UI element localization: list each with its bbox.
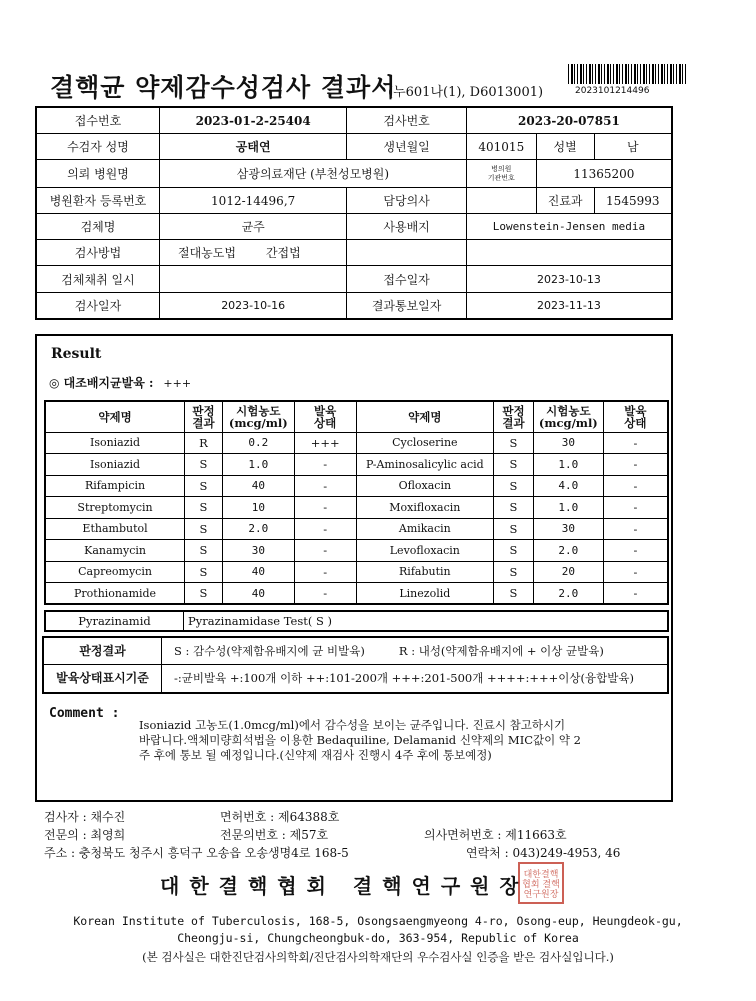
drug-name: Levofloxacin xyxy=(356,540,494,562)
doctor xyxy=(466,188,536,214)
judgment: S xyxy=(185,518,223,540)
judgment: S xyxy=(494,497,534,519)
concentration: 2.0 xyxy=(222,518,294,540)
comment-label: Comment : xyxy=(49,706,120,721)
pza-name: Pyrazinamid xyxy=(46,612,184,630)
judgment: S xyxy=(494,540,534,562)
susceptibility-table xyxy=(44,400,669,605)
method: 절대농도법 간접법 xyxy=(159,240,346,266)
judgment: R xyxy=(185,432,223,454)
table-row xyxy=(45,518,668,540)
sex: 남 xyxy=(594,134,672,160)
growth-status: - xyxy=(603,583,668,605)
growth-status: - xyxy=(603,518,668,540)
growth-status: - xyxy=(603,454,668,476)
col-growth: 발육 상태 xyxy=(294,401,356,432)
official-seal: 대한결핵협회 결핵연구원장 xyxy=(518,862,564,904)
collect-date-label: 검체채취 일시 xyxy=(36,266,159,292)
table-row xyxy=(45,540,668,562)
notify-date-label: 결과통보일자 xyxy=(347,292,467,319)
table-row xyxy=(45,561,668,583)
col-growth-2: 발육 상태 xyxy=(603,401,668,432)
judgment: S xyxy=(494,454,534,476)
hospital: 삼광의료재단 (부천성모병원) xyxy=(159,160,466,188)
receive-date: 2023-10-13 xyxy=(466,266,672,292)
drug-name: Prothionamide xyxy=(45,583,185,605)
growth-status: - xyxy=(294,497,356,519)
drug-name: Cycloserine xyxy=(356,432,494,454)
inst-code: 11365200 xyxy=(536,160,672,188)
concentration: 30 xyxy=(533,432,603,454)
legend-judgment-label: 판정결과 xyxy=(44,638,162,664)
growth-status: - xyxy=(294,454,356,476)
contact: 연락처 : 043)249-4953, 46 xyxy=(466,846,621,860)
concentration: 2.0 xyxy=(533,540,603,562)
reg-no: 1012-14496,7 xyxy=(159,188,346,214)
english-address-1: Korean Institute of Tuberculosis, 168-5, Osongsaengmyeong 4-ro, Osong-eup, Heungdeok-gu, xyxy=(73,914,683,928)
drug-name: Ofloxacin xyxy=(356,475,494,497)
pza-test: Pyrazinamidase Test( S ) xyxy=(188,614,333,628)
examiner-license: 면허번호 : 제64388호 xyxy=(220,810,340,824)
growth-status: - xyxy=(294,561,356,583)
table-row xyxy=(45,475,668,497)
drug-name: Capreomycin xyxy=(45,561,185,583)
growth-status: - xyxy=(603,497,668,519)
concentration: 30 xyxy=(533,518,603,540)
concentration: 4.0 xyxy=(533,475,603,497)
concentration: 1.0 xyxy=(533,497,603,519)
col-drug: 약제명 xyxy=(45,401,185,432)
collect-date xyxy=(159,266,346,292)
legend-judgment-text: S : 감수성(약제함유배지에 균 비발육) R : 내성(약제함유배지에 + 이상 균발육) xyxy=(174,644,604,658)
concentration: 40 xyxy=(222,561,294,583)
legend-growth-text: -:균비발육 +:100개 이하 ++:101-200개 +++:201-500개 ++++:+++이상(융합발육) xyxy=(174,671,634,685)
growth-status: +++ xyxy=(294,432,356,454)
english-address-2: Cheongju-si, Chungcheongbuk-do, 363-954, Republic of Korea xyxy=(177,931,579,945)
dob-label: 생년월일 xyxy=(347,134,467,160)
specimen-label: 검체명 xyxy=(36,214,159,240)
drug-name: Amikacin xyxy=(356,518,494,540)
concentration: 40 xyxy=(222,583,294,605)
patient-name-label: 수검자 성명 xyxy=(36,134,159,160)
growth-status: - xyxy=(294,518,356,540)
doctor-license: 의사면허번호 : 제11663호 xyxy=(424,828,567,842)
specimen: 균주 xyxy=(159,214,346,240)
judgment: S xyxy=(494,475,534,497)
growth-status: - xyxy=(603,432,668,454)
concentration: 1.0 xyxy=(533,454,603,476)
specialist: 전문의 : 최영희 xyxy=(44,828,126,842)
col-drug-2: 약제명 xyxy=(356,401,494,432)
method-label: 검사방법 xyxy=(36,240,159,266)
growth-status: - xyxy=(603,540,668,562)
barcode xyxy=(568,64,688,84)
drug-name: Isoniazid xyxy=(45,432,185,454)
result-title: Result xyxy=(51,346,102,362)
judgment: S xyxy=(494,518,534,540)
concentration: 0.2 xyxy=(222,432,294,454)
col-conc: 시험농도 (mcg/ml) xyxy=(222,401,294,432)
patient-info-table xyxy=(35,106,673,320)
table-row xyxy=(45,583,668,605)
judgment: S xyxy=(185,583,223,605)
barcode-number: 2023101214496 xyxy=(575,86,650,96)
receipt-no: 2023-01-2-25404 xyxy=(159,107,346,134)
dob: 401015 xyxy=(466,134,536,160)
col-judgment-2: 판정 결과 xyxy=(494,401,534,432)
judgment: S xyxy=(185,561,223,583)
test-date-label: 검사일자 xyxy=(36,292,159,319)
dept: 1545993 xyxy=(594,188,672,214)
judgment: S xyxy=(494,432,534,454)
test-date: 2023-10-16 xyxy=(159,292,346,319)
medium-label: 사용배지 xyxy=(347,214,467,240)
test-no-label: 검사번호 xyxy=(347,107,467,134)
legend-growth-label: 발육상태표시기준 xyxy=(44,665,162,692)
comment-text: Isoniazid 고농도(1.0mcg/ml)에서 감수성을 보이는 균주입니다. 진료시 참고하시기 바랍니다.액체미량희석법을 이용한 Bedaquiline, Delamanid 신약제의 MIC값이 약 2 주 후에 통보 될 예정입니다.(신약제 재검사 진행시 4주 후에 통보예정) xyxy=(139,718,581,762)
judgment: S xyxy=(185,454,223,476)
growth-status: - xyxy=(603,475,668,497)
concentration: 2.0 xyxy=(533,583,603,605)
table-row xyxy=(45,497,668,519)
page-title: 결핵균 약제감수성검사 결과서 xyxy=(50,73,397,102)
concentration: 10 xyxy=(222,497,294,519)
medium: Lowenstein-Jensen media xyxy=(466,214,672,240)
judgment: S xyxy=(185,540,223,562)
receipt-no-label: 접수번호 xyxy=(36,107,159,134)
dept-label: 진료과 xyxy=(536,188,594,214)
drug-name: P-Aminosalicylic acid xyxy=(356,454,494,476)
growth-status: - xyxy=(294,540,356,562)
form-code: (누601나(1), D6013001) xyxy=(388,85,544,100)
col-conc-2: 시험농도 (mcg/ml) xyxy=(533,401,603,432)
hospital-label: 의뢰 병원명 xyxy=(36,160,159,188)
examiner: 검사자 : 채수진 xyxy=(44,810,126,824)
concentration: 20 xyxy=(533,561,603,583)
growth-status: - xyxy=(294,475,356,497)
judgment: S xyxy=(494,583,534,605)
sex-label: 성별 xyxy=(536,134,594,160)
drug-name: Rifampicin xyxy=(45,475,185,497)
drug-name: Kanamycin xyxy=(45,540,185,562)
judgment: S xyxy=(185,497,223,519)
concentration: 40 xyxy=(222,475,294,497)
address: 주소 : 충청북도 청주시 흥덕구 오송읍 오송생명4로 168-5 xyxy=(44,846,349,860)
concentration: 1.0 xyxy=(222,454,294,476)
certification-note: (본 검사실은 대한진단검사의학회/진단검사의학재단의 우수검사실 인증을 받은 검사실입니다.) xyxy=(142,950,614,964)
result-section xyxy=(35,334,673,802)
col-judgment: 판정 결과 xyxy=(185,401,223,432)
test-no: 2023-20-07851 xyxy=(466,107,672,134)
reg-no-label: 병원환자 등록번호 xyxy=(36,188,159,214)
judgment: S xyxy=(494,561,534,583)
drug-name: Linezolid xyxy=(356,583,494,605)
specialist-no: 전문의번호 : 제57호 xyxy=(220,828,329,842)
patient-name: 공태연 xyxy=(159,134,346,160)
inst-code-label: 병의원 기관번호 xyxy=(466,160,536,188)
judgment: S xyxy=(185,475,223,497)
control-growth: ◎ 대조배지균발육 : +++ xyxy=(49,376,192,390)
concentration: 30 xyxy=(222,540,294,562)
legend-box xyxy=(42,636,669,694)
drug-name: Streptomycin xyxy=(45,497,185,519)
table-row xyxy=(45,454,668,476)
receive-date-label: 접수일자 xyxy=(347,266,467,292)
pyrazinamide-row xyxy=(44,610,669,632)
drug-name: Isoniazid xyxy=(45,454,185,476)
notify-date: 2023-11-13 xyxy=(466,292,672,319)
doctor-label: 담당의사 xyxy=(347,188,467,214)
growth-status: - xyxy=(294,583,356,605)
drug-name: Rifabutin xyxy=(356,561,494,583)
org-name: 대한결핵협회 결핵연구원장 xyxy=(160,874,529,898)
table-row xyxy=(45,432,668,454)
drug-name: Ethambutol xyxy=(45,518,185,540)
drug-name: Moxifloxacin xyxy=(356,497,494,519)
growth-status: - xyxy=(603,561,668,583)
